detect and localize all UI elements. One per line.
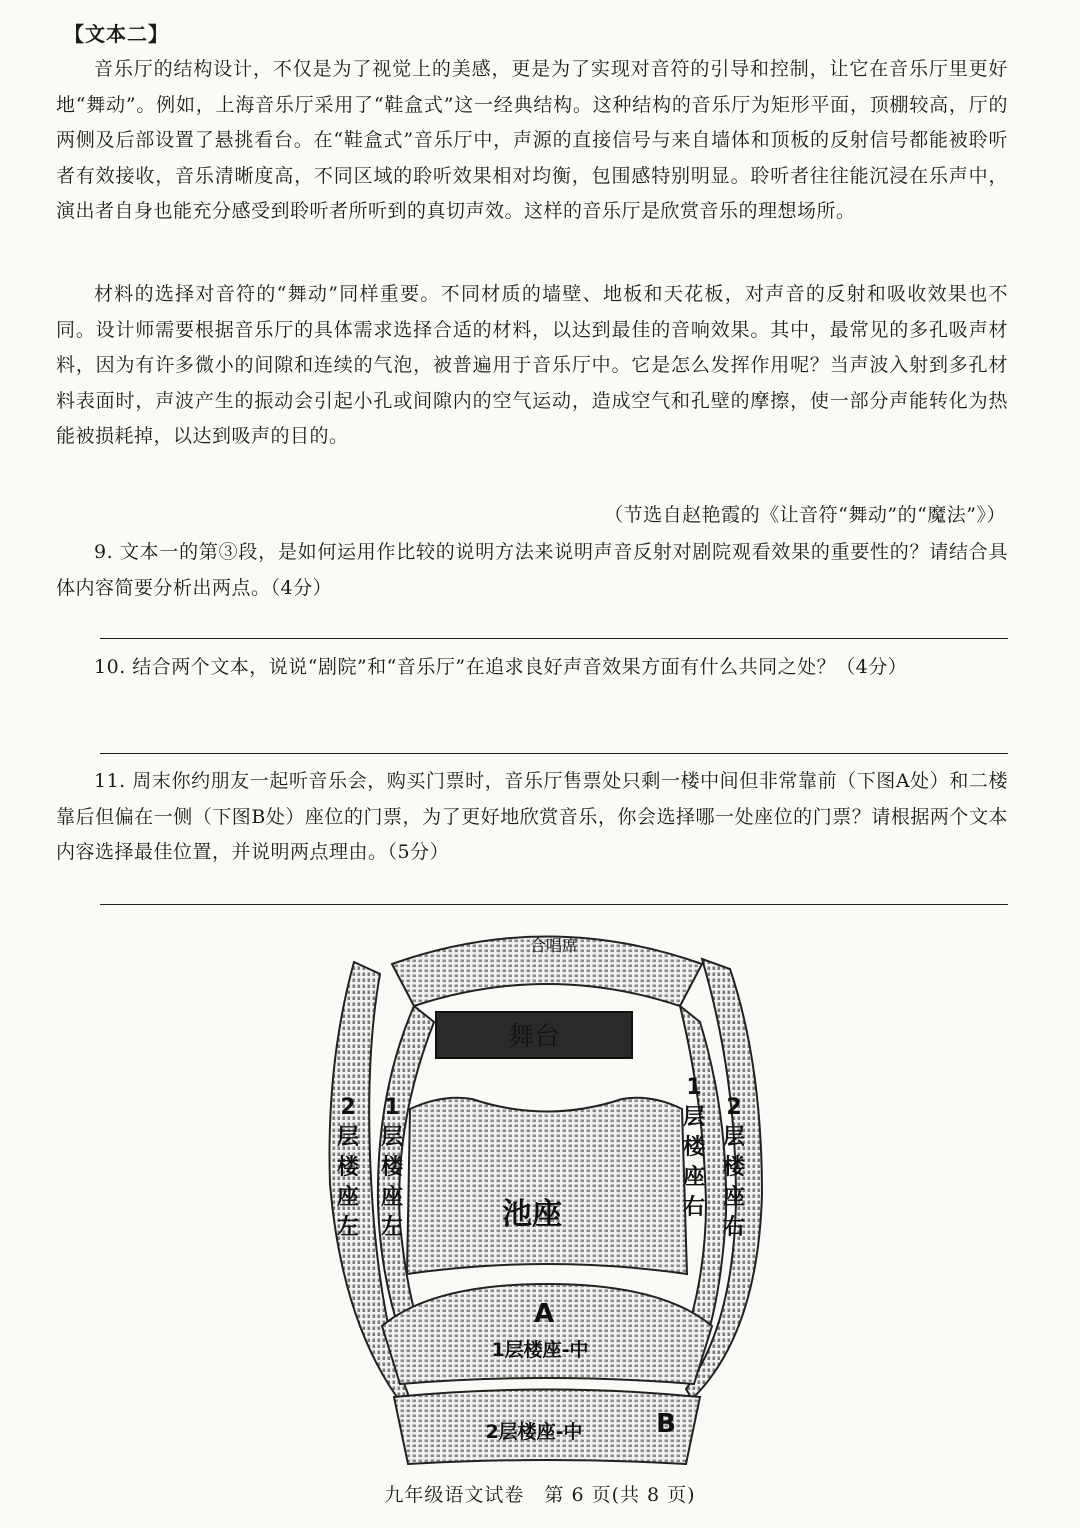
answer-line-10 xyxy=(100,753,1008,754)
question-11: 11. 周末你约朋友一起听音乐会，购买门票时，音乐厅售票处只剩一楼中间但非常靠前（下图A处）和二楼靠后但偏在一侧（下图B处）座位的门票，为了更好地欣赏音乐，你会选择哪一处座位的门票？请根据两个文本内容选择最佳位置，并说明两点理由。（5分） xyxy=(56,770,1008,863)
source-note: （节选自赵艳霞的《让音符“舞动”的“魔法”》） xyxy=(604,504,1006,526)
paragraph-1: 音乐厅的结构设计，不仅是为了视觉上的美感，更是为了实现对音符的引导和控制，让它在音乐厅里更好地“舞动”。例如，上海音乐厅采用了“鞋盒式”这一经典结构。这种结构的音乐厅为矩形平面，顶棚较高，厅的两侧及后部设置了悬挑看台。在“鞋盒式”音乐厅中，声源的直接信号与来自墙体和顶板的反射信号都能被聆听者有效接收，音乐清晰度高，不同区域的聆听效果相对均衡，包围感特别明显。聆听者往往能沉浸在乐声中，演出者自身也能充分感受到聆听者所听到的真切声效。这样的音乐厅是欣赏音乐的理想场所。 xyxy=(56,58,1008,222)
right-1f-char-1: 1 xyxy=(686,1075,702,1100)
right-2f-char-3: 楼 xyxy=(722,1155,746,1180)
center-1f-label: 1层楼座-中 xyxy=(491,1339,589,1361)
left-1f-char-4: 座 xyxy=(380,1185,404,1210)
right-1f-char-4: 座 xyxy=(682,1165,706,1190)
page-footer: 九年级语文试卷 第 6 页(共 8 页) xyxy=(384,1484,696,1506)
left-2f-char-5: 左 xyxy=(336,1215,360,1240)
marker-a: A xyxy=(533,1299,555,1329)
left-1f-char-3: 楼 xyxy=(380,1155,404,1180)
choir-label: 合唱席 xyxy=(529,936,579,955)
right-2f-char-5: 右 xyxy=(722,1215,746,1240)
right-1f-char-5: 右 xyxy=(682,1195,706,1220)
right-2f-char-2: 层 xyxy=(722,1125,746,1150)
concert-hall-seating-map xyxy=(322,924,772,1469)
question-9: 9. 文本一的第③段，是如何运用作比较的说明方法来说明声音反射对剧院观看效果的重要性的？请结合具体内容简要分析出两点。（4分） xyxy=(56,541,1008,599)
left-2f-char-1: 2 xyxy=(340,1095,356,1120)
question-10: 10. 结合两个文本，说说“剧院”和“音乐厅”在追求良好声音效果方面有什么共同之处？（4分） xyxy=(94,656,908,678)
answer-line-11 xyxy=(100,904,1008,905)
right-2f-char-4: 座 xyxy=(722,1185,746,1210)
left-1f-char-1: 1 xyxy=(384,1095,400,1120)
left-1f-char-5: 左 xyxy=(380,1215,404,1240)
left-2f-char-3: 楼 xyxy=(336,1155,360,1180)
left-1f-char-2: 层 xyxy=(380,1125,404,1150)
stage-label: 舞台 xyxy=(507,1022,561,1052)
stalls-section xyxy=(407,1098,687,1274)
section-heading: 【文本二】 xyxy=(64,22,169,46)
marker-b: B xyxy=(656,1409,676,1439)
stalls-label: 池座 xyxy=(502,1197,562,1232)
right-1f-char-2: 层 xyxy=(682,1105,706,1130)
paragraph-2: 材料的选择对音符的“舞动”同样重要。不同材质的墙壁、地板和天花板，对声音的反射和吸收效果也不同。设计师需要根据音乐厅的具体需求选择合适的材料，以达到最佳的音响效果。其中，最常见的多孔吸声材料，因为有许多微小的间隙和连续的气泡，被普遍用于音乐厅中。它是怎么发挥作用呢？当声波入射到多孔材料表面时，声波产生的振动会引起小孔或间隙内的空气运动，造成空气和孔壁的摩擦，使一部分声能转化为热能被损耗掉，以达到吸声的目的。 xyxy=(56,283,1008,447)
answer-line-9 xyxy=(100,638,1008,639)
right-2f-char-1: 2 xyxy=(726,1095,742,1120)
right-1f-char-3: 楼 xyxy=(682,1135,706,1160)
left-2f-char-2: 层 xyxy=(336,1125,360,1150)
left-2f-char-4: 座 xyxy=(336,1185,360,1210)
center-2f-label: 2层楼座-中 xyxy=(485,1421,583,1443)
